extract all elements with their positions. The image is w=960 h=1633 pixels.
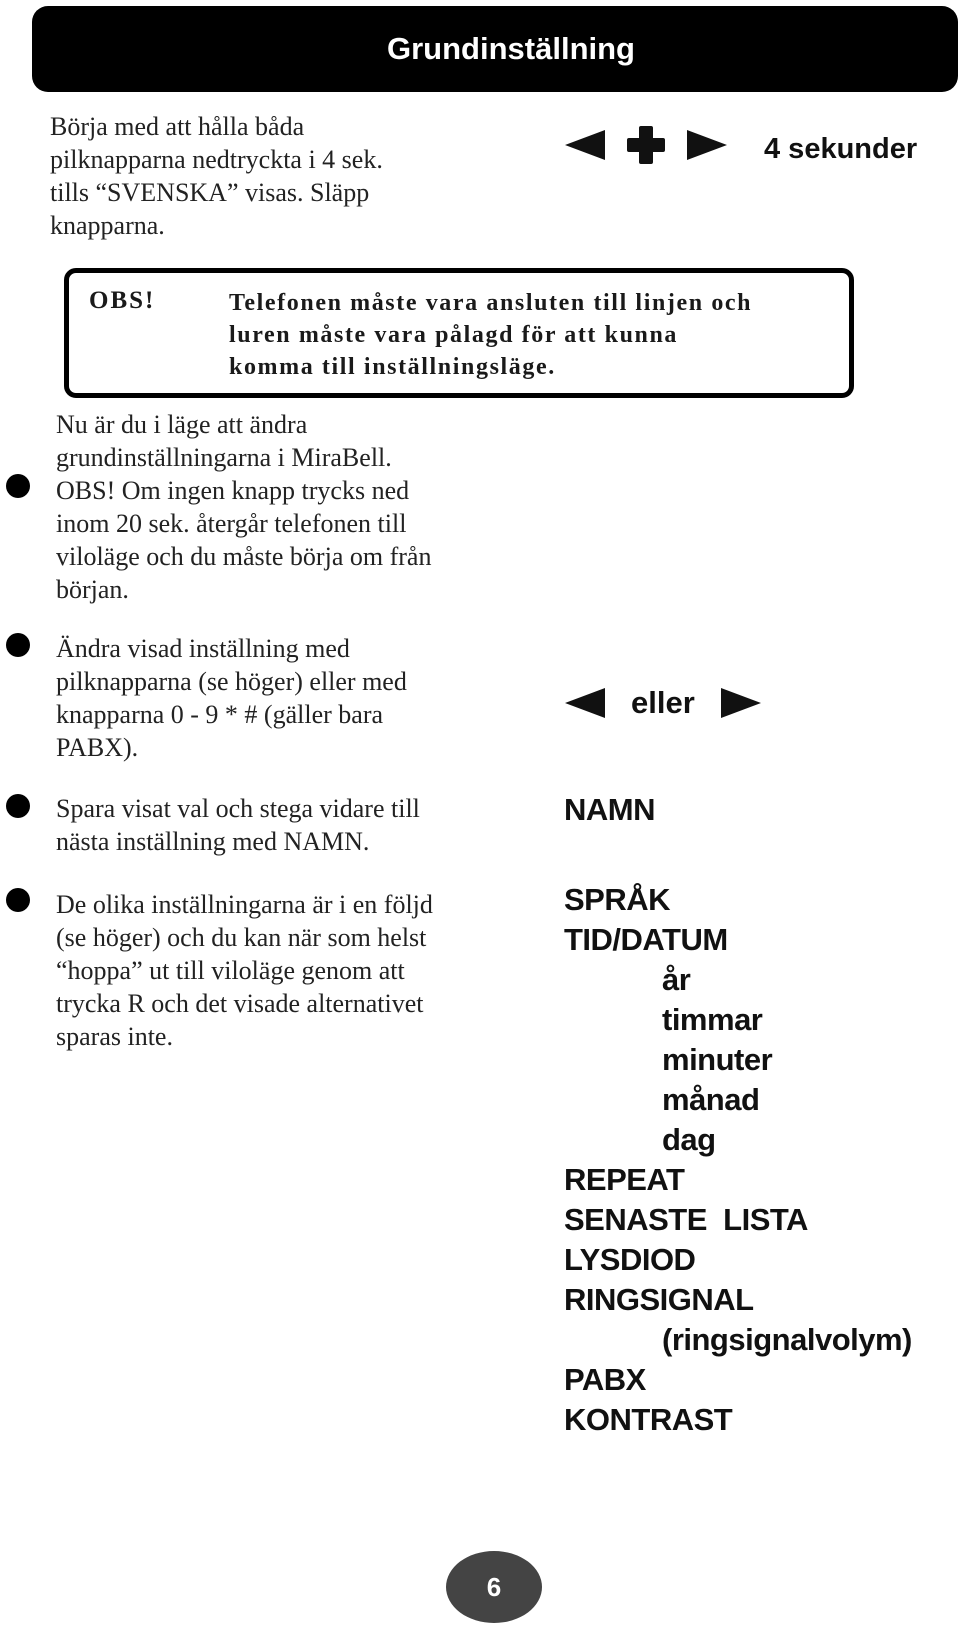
namn-key-label: NAMN	[564, 792, 655, 827]
bullet-icon	[6, 888, 30, 912]
intro-line: knapparna.	[50, 211, 165, 240]
obs-line: luren måste vara pålagd för att kunna	[229, 322, 679, 348]
paragraph-line: Ändra visad inställning med	[56, 634, 350, 663]
paragraph-settings-order	[56, 888, 496, 1053]
intro-line: tills “SVENSKA” visas. Släpp	[50, 178, 370, 207]
paragraph-line: viloläge och du måste börja om från	[56, 542, 432, 571]
paragraph-line: “hoppa” ut till viloläge genom att	[56, 956, 405, 985]
obs-line: komma till inställningsläge.	[229, 354, 556, 380]
paragraph-line: De olika inställningarna är i en följd	[56, 890, 433, 919]
bullet-icon	[6, 794, 30, 818]
menu-subitem: timmar	[662, 1002, 763, 1037]
paragraph-line: PABX).	[56, 733, 139, 762]
obs-text	[229, 287, 849, 383]
menu-item: PABX	[564, 1362, 646, 1397]
plus-icon	[627, 126, 665, 164]
paragraph-line: inom 20 sek. återgår telefonen till	[56, 509, 407, 538]
page-title: Grundinställning	[387, 31, 635, 66]
paragraph-save-setting	[56, 792, 496, 858]
menu-item: KONTRAST	[564, 1402, 733, 1437]
menu-item: SPRÅK	[564, 882, 671, 917]
intro-text	[50, 110, 490, 242]
eller-label: eller	[631, 685, 695, 720]
bullet-icon	[6, 474, 30, 498]
paragraph-line: pilknapparna (se höger) eller med	[56, 667, 407, 696]
paragraph-line: OBS! Om ingen knapp trycks ned	[56, 476, 410, 505]
obs-line: Telefonen måste vara ansluten till linjen och	[229, 290, 753, 316]
left-arrow-icon	[565, 130, 605, 160]
paragraph-line: sparas inte.	[56, 1022, 173, 1051]
paragraph-line: (se höger) och du kan när som helst	[56, 923, 427, 952]
menu-subitem: år	[662, 962, 691, 997]
paragraph-mode-info	[56, 408, 496, 606]
menu-item: LYSDIOD	[564, 1242, 696, 1277]
paragraph-line: knapparna 0 - 9 * # (gäller bara	[56, 700, 384, 729]
menu-subitem: månad	[662, 1082, 760, 1117]
paragraph-line: nästa inställning med NAMN.	[56, 827, 370, 856]
eller-arrows	[565, 685, 761, 721]
menu-item: TID/DATUM	[564, 922, 728, 957]
intro-line: Börja med att hålla båda	[50, 112, 305, 141]
page-header	[32, 6, 958, 92]
seconds-label: 4 sekunder	[764, 133, 918, 165]
paragraph-line: trycka R och det visade alternativet	[56, 989, 424, 1018]
intro-line: pilknapparna nedtryckta i 4 sek.	[50, 145, 383, 174]
obs-label: OBS!	[89, 287, 156, 314]
paragraph-line: Spara visat val och stega vidare till	[56, 794, 420, 823]
menu-item: RINGSIGNAL	[564, 1282, 754, 1317]
paragraph-line: början.	[56, 575, 129, 604]
right-arrow-icon	[721, 688, 761, 718]
menu-item: SENASTE LISTA	[564, 1202, 808, 1237]
page-number: 6	[446, 1551, 542, 1623]
menu-subitem: (ringsignalvolym)	[662, 1322, 912, 1357]
right-arrow-icon	[687, 130, 727, 160]
menu-item: REPEAT	[564, 1162, 685, 1197]
bullet-icon	[6, 633, 30, 657]
paragraph-line: Nu är du i läge att ändra	[56, 410, 308, 439]
obs-notice-box	[64, 268, 854, 398]
arrow-plus-combo	[565, 126, 727, 164]
left-arrow-icon	[565, 688, 605, 718]
menu-subitem: minuter	[662, 1042, 773, 1077]
paragraph-line: grundinställningarna i MiraBell.	[56, 443, 392, 472]
menu-subitem: dag	[662, 1122, 716, 1157]
paragraph-change-setting	[56, 632, 496, 764]
